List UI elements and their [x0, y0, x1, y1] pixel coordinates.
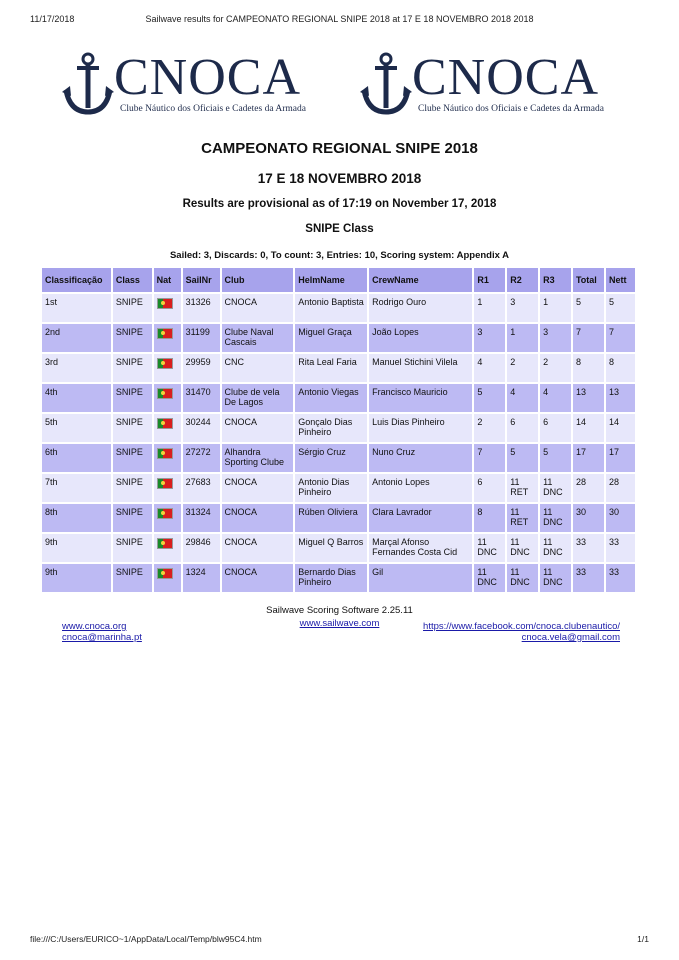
- total-cell: 14: [573, 414, 604, 442]
- col-header: SailNr: [183, 268, 220, 292]
- r1-cell: 1: [474, 294, 505, 322]
- crew-name-cell: Clara Lavrador: [369, 504, 472, 532]
- sailwave-link[interactable]: www.sailwave.com: [299, 618, 380, 629]
- rank-cell: 1st: [42, 294, 111, 322]
- portugal-flag-icon: [157, 388, 173, 399]
- helm-name-cell: Antonio Baptista: [295, 294, 367, 322]
- r1-cell: 3: [474, 324, 505, 352]
- nett-cell: 30: [606, 504, 635, 532]
- total-cell: 8: [573, 354, 604, 382]
- r1-cell: 4: [474, 354, 505, 382]
- portugal-flag-icon: [157, 568, 173, 579]
- r3-cell: 5: [540, 444, 571, 472]
- logo-subtitle: Clube Náutico dos Oficiais e Cadetes da Armada: [120, 104, 306, 114]
- class-cell: SNIPE: [113, 384, 152, 412]
- results-body: [42, 294, 635, 592]
- r2-cell: 2: [507, 354, 538, 382]
- nat-cell: [154, 324, 181, 352]
- table-row: [42, 414, 635, 442]
- rank-cell: 2nd: [42, 324, 111, 352]
- helm-name-cell: Gonçalo Dias Pinheiro: [295, 414, 367, 442]
- sail-number-cell: 31199: [183, 324, 220, 352]
- helm-name-cell: Miguel Graça: [295, 324, 367, 352]
- nat-cell: [154, 564, 181, 592]
- club-cell: CNOCA: [222, 414, 294, 442]
- nat-cell: [154, 354, 181, 382]
- total-cell: 30: [573, 504, 604, 532]
- table-row: [42, 504, 635, 532]
- club-cell: Clube Naval Cascais: [222, 324, 294, 352]
- total-cell: 28: [573, 474, 604, 502]
- table-row: [42, 354, 635, 382]
- class-cell: SNIPE: [113, 564, 152, 592]
- helm-name-cell: Antonio Dias Pinheiro: [295, 474, 367, 502]
- event-dates: 17 E 18 NOVEMBRO 2018: [257, 171, 422, 186]
- rank-cell: 3rd: [42, 354, 111, 382]
- nett-cell: 8: [606, 354, 635, 382]
- portugal-flag-icon: [157, 448, 173, 459]
- table-row: [42, 444, 635, 472]
- nat-cell: [154, 534, 181, 562]
- rank-cell: 8th: [42, 504, 111, 532]
- r3-cell: 11 DNC: [540, 504, 571, 532]
- nat-cell: [154, 294, 181, 322]
- class-cell: SNIPE: [113, 504, 152, 532]
- col-header: R3: [540, 268, 571, 292]
- helm-name-cell: Sérgio Cruz: [295, 444, 367, 472]
- class-title: SNIPE Class: [305, 223, 374, 235]
- print-title: Sailwave results for CAMPEONATO REGIONAL SNIPE 2018 at 17 E 18 NOVEMBRO 2018 2018: [145, 14, 534, 24]
- nat-cell: [154, 504, 181, 532]
- cnoca-logo-left: [62, 49, 322, 122]
- helm-name-cell: Miguel Q Barros: [295, 534, 367, 562]
- table-row: [42, 564, 635, 592]
- table-row: [42, 534, 635, 562]
- portugal-flag-icon: [157, 478, 173, 489]
- results-table: [40, 266, 637, 594]
- r3-cell: 6: [540, 414, 571, 442]
- total-cell: 13: [573, 384, 604, 412]
- rank-cell: 5th: [42, 414, 111, 442]
- club-cell: CNC: [222, 354, 294, 382]
- logo-wordmark: CNOCA: [114, 49, 302, 106]
- nett-cell: 28: [606, 474, 635, 502]
- club-cell: CNOCA: [222, 564, 294, 592]
- rank-cell: 9th: [42, 534, 111, 562]
- portugal-flag-icon: [157, 298, 173, 309]
- r3-cell: 11 DNC: [540, 564, 571, 592]
- logo-subtitle: Clube Náutico dos Oficiais e Cadetes da Armada: [418, 104, 604, 114]
- portugal-flag-icon: [157, 418, 173, 429]
- portugal-flag-icon: [157, 328, 173, 339]
- crew-name-cell: Antonio Lopes: [369, 474, 472, 502]
- crew-name-cell: Manuel Stichini Vilela: [369, 354, 472, 382]
- portugal-flag-icon: [157, 538, 173, 549]
- rank-cell: 7th: [42, 474, 111, 502]
- cnoca-logo-right: [360, 49, 620, 122]
- class-cell: SNIPE: [113, 534, 152, 562]
- event-title: CAMPEONATO REGIONAL SNIPE 2018: [201, 140, 478, 157]
- r1-cell: 6: [474, 474, 505, 502]
- crew-name-cell: Gil: [369, 564, 472, 592]
- col-header: Class: [113, 268, 152, 292]
- r2-cell: 3: [507, 294, 538, 322]
- table-header-row: [42, 268, 635, 292]
- sail-number-cell: 29846: [183, 534, 220, 562]
- table-row: [42, 474, 635, 502]
- portugal-flag-icon: [157, 358, 173, 369]
- nett-cell: 7: [606, 324, 635, 352]
- r2-cell: 11 RET: [507, 474, 538, 502]
- crew-name-cell: Rodrigo Ouro: [369, 294, 472, 322]
- r1-cell: 7: [474, 444, 505, 472]
- total-cell: 5: [573, 294, 604, 322]
- sail-number-cell: 27683: [183, 474, 220, 502]
- r1-cell: 11 DNC: [474, 564, 505, 592]
- helm-name-cell: Bernardo Dias Pinheiro: [295, 564, 367, 592]
- class-cell: SNIPE: [113, 294, 152, 322]
- nett-cell: 33: [606, 534, 635, 562]
- sail-number-cell: 27272: [183, 444, 220, 472]
- r2-cell: 4: [507, 384, 538, 412]
- page-number: 1/1: [637, 934, 649, 944]
- r2-cell: 1: [507, 324, 538, 352]
- col-header: Total: [573, 268, 604, 292]
- class-cell: SNIPE: [113, 474, 152, 502]
- r3-cell: 4: [540, 384, 571, 412]
- table-row: [42, 324, 635, 352]
- sail-number-cell: 31326: [183, 294, 220, 322]
- r2-cell: 5: [507, 444, 538, 472]
- logo-wordmark: CNOCA: [412, 49, 600, 106]
- nett-cell: 13: [606, 384, 635, 412]
- col-header: R2: [507, 268, 538, 292]
- nat-cell: [154, 414, 181, 442]
- club-cell: CNOCA: [222, 474, 294, 502]
- r1-cell: 5: [474, 384, 505, 412]
- nett-cell: 14: [606, 414, 635, 442]
- email-link[interactable]: cnoca@marinha.pt: [62, 632, 142, 643]
- col-header: R1: [474, 268, 505, 292]
- crew-name-cell: Nuno Cruz: [369, 444, 472, 472]
- helm-name-cell: Rúben Oliviera: [295, 504, 367, 532]
- club-cell: CNOCA: [222, 534, 294, 562]
- sail-number-cell: 31324: [183, 504, 220, 532]
- class-cell: SNIPE: [113, 324, 152, 352]
- nett-cell: 17: [606, 444, 635, 472]
- total-cell: 17: [573, 444, 604, 472]
- class-cell: SNIPE: [113, 444, 152, 472]
- nett-cell: 33: [606, 564, 635, 592]
- provisional-notice: Results are provisional as of 17:19 on November 17, 2018: [182, 198, 497, 210]
- nat-cell: [154, 444, 181, 472]
- r3-cell: 11 DNC: [540, 474, 571, 502]
- r2-cell: 6: [507, 414, 538, 442]
- facebook-link[interactable]: https://www.facebook.com/cnoca.clubenautico/: [423, 621, 620, 632]
- print-date: 11/17/2018: [30, 14, 75, 24]
- r1-cell: 11 DNC: [474, 534, 505, 562]
- total-cell: 33: [573, 564, 604, 592]
- club-cell: Alhandra Sporting Clube: [222, 444, 294, 472]
- software-credit: Sailwave Scoring Software 2.25.11: [266, 605, 413, 616]
- total-cell: 7: [573, 324, 604, 352]
- r3-cell: 11 DNC: [540, 534, 571, 562]
- club-cell: CNOCA: [222, 504, 294, 532]
- crew-name-cell: Marçal Afonso Fernandes Costa Cid: [369, 534, 472, 562]
- r1-cell: 2: [474, 414, 505, 442]
- r2-cell: 11 DNC: [507, 564, 538, 592]
- col-header: CrewName: [369, 268, 472, 292]
- col-header: HelmName: [295, 268, 367, 292]
- race-summary: Sailed: 3, Discards: 0, To count: 3, Entries: 10, Scoring system: Appendix A: [169, 250, 510, 261]
- nat-cell: [154, 474, 181, 502]
- club-cell: Clube de vela De Lagos: [222, 384, 294, 412]
- crew-name-cell: Luis Dias Pinheiro: [369, 414, 472, 442]
- sail-number-cell: 31470: [183, 384, 220, 412]
- r3-cell: 3: [540, 324, 571, 352]
- nat-cell: [154, 384, 181, 412]
- class-cell: SNIPE: [113, 414, 152, 442]
- sail-number-cell: 1324: [183, 564, 220, 592]
- vela-email-link[interactable]: cnoca.vela@gmail.com: [521, 632, 620, 643]
- rank-cell: 4th: [42, 384, 111, 412]
- portugal-flag-icon: [157, 508, 173, 519]
- anchor-icon: [360, 52, 412, 118]
- class-cell: SNIPE: [113, 354, 152, 382]
- table-row: [42, 384, 635, 412]
- r3-cell: 2: [540, 354, 571, 382]
- r1-cell: 8: [474, 504, 505, 532]
- crew-name-cell: Francisco Mauricio: [369, 384, 472, 412]
- col-header: Club: [222, 268, 294, 292]
- r3-cell: 1: [540, 294, 571, 322]
- anchor-icon: [62, 52, 114, 118]
- r2-cell: 11 RET: [507, 504, 538, 532]
- r2-cell: 11 DNC: [507, 534, 538, 562]
- rank-cell: 6th: [42, 444, 111, 472]
- crew-name-cell: João Lopes: [369, 324, 472, 352]
- col-header: Nat: [154, 268, 181, 292]
- file-path: file:///C:/Users/EURICO~1/AppData/Local/Temp/blw95C4.htm: [30, 934, 262, 944]
- club-cell: CNOCA: [222, 294, 294, 322]
- helm-name-cell: Rita Leal Faria: [295, 354, 367, 382]
- col-header: Classificação: [42, 268, 111, 292]
- logo-banner: [0, 49, 679, 128]
- sail-number-cell: 30244: [183, 414, 220, 442]
- nett-cell: 5: [606, 294, 635, 322]
- sail-number-cell: 29959: [183, 354, 220, 382]
- col-header: Nett: [606, 268, 635, 292]
- table-row: [42, 294, 635, 322]
- total-cell: 33: [573, 534, 604, 562]
- website-link[interactable]: www.cnoca.org: [62, 621, 127, 632]
- helm-name-cell: Antonio Viegas: [295, 384, 367, 412]
- rank-cell: 9th: [42, 564, 111, 592]
